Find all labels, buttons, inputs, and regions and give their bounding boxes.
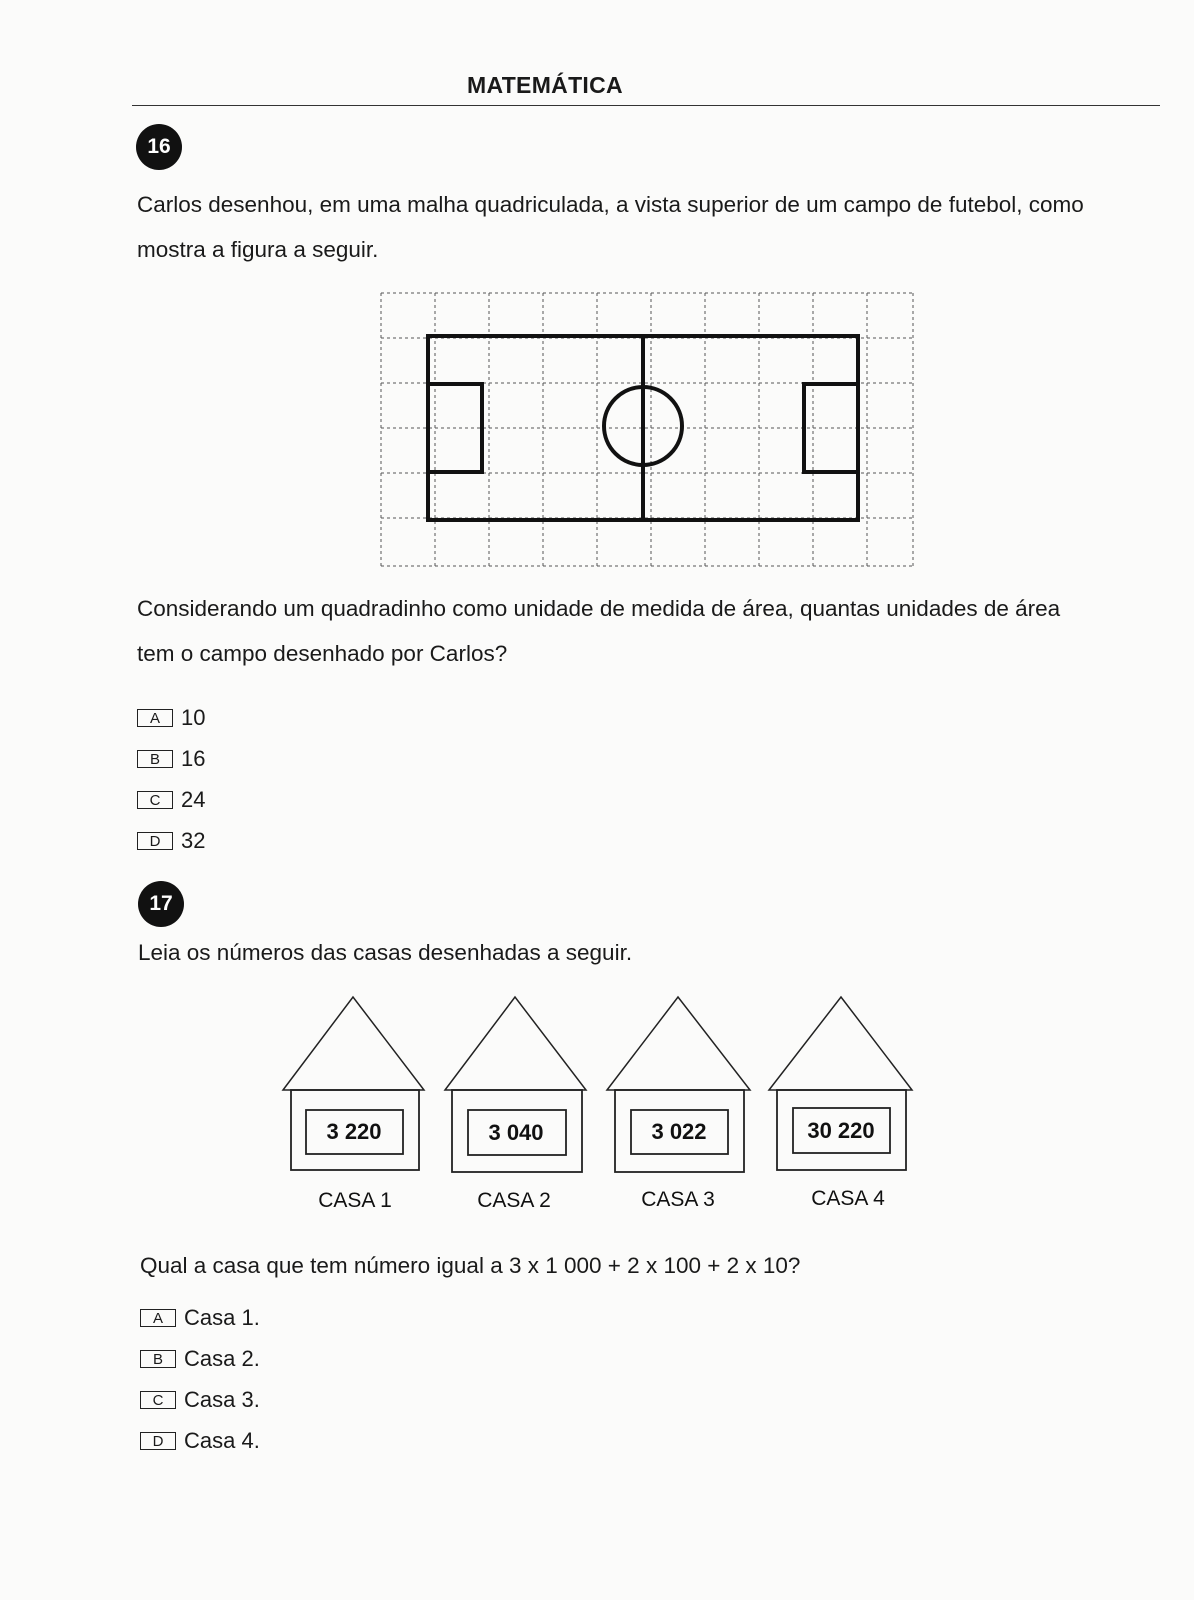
question-16-intro bbox=[137, 182, 1084, 272]
option-letter-box: A bbox=[137, 709, 173, 727]
option-letter-box: B bbox=[137, 750, 173, 768]
header-divider bbox=[132, 105, 1160, 106]
question-17-number-badge: 17 bbox=[138, 881, 184, 927]
option-text: 10 bbox=[181, 705, 206, 730]
option-text: 16 bbox=[181, 746, 206, 771]
house-label: CASA 3 bbox=[641, 1188, 715, 1211]
question-17-prompt: Qual a casa que tem número igual a 3 x 1 000 + 2 x 100 + 2 x 10? bbox=[140, 1253, 801, 1278]
house-2 bbox=[445, 997, 586, 1212]
option-letter-box: C bbox=[137, 791, 173, 809]
option-b[interactable] bbox=[137, 743, 205, 775]
question-16-prompt-line-1: Considerando um quadradinho como unidade de medida de área, quantas unidades de área bbox=[137, 596, 1061, 621]
question-17-intro: Leia os números das casas desenhadas a seguir. bbox=[138, 940, 633, 965]
house-number: 3 220 bbox=[326, 1119, 382, 1144]
option-b[interactable] bbox=[140, 1343, 260, 1375]
house-number: 30 220 bbox=[807, 1118, 875, 1143]
option-a[interactable] bbox=[137, 702, 205, 734]
option-letter-box: B bbox=[140, 1350, 176, 1368]
houses-figure bbox=[280, 992, 920, 1222]
house-roof bbox=[445, 997, 586, 1090]
house-number: 3 040 bbox=[488, 1120, 544, 1145]
question-16-intro-line-2: mostra a figura a seguir. bbox=[137, 237, 379, 262]
question-16-options bbox=[137, 702, 205, 857]
option-text: Casa 2. bbox=[184, 1346, 260, 1371]
house-roof bbox=[607, 997, 750, 1090]
question-16-prompt bbox=[137, 586, 1060, 676]
option-a[interactable] bbox=[140, 1302, 260, 1334]
option-letter-box: D bbox=[140, 1432, 176, 1450]
grid-lines bbox=[381, 293, 913, 566]
house-4 bbox=[769, 997, 912, 1210]
option-text: Casa 1. bbox=[184, 1305, 260, 1330]
question-16-intro-line-1: Carlos desenhou, em uma malha quadriculada, a vista superior de um campo de futebol, como bbox=[137, 192, 1084, 217]
question-16-prompt-line-2: tem o campo desenhado por Carlos? bbox=[137, 641, 508, 666]
option-text: Casa 4. bbox=[184, 1428, 260, 1453]
option-c[interactable] bbox=[140, 1384, 260, 1416]
house-label: CASA 1 bbox=[318, 1189, 392, 1212]
option-d[interactable] bbox=[137, 825, 205, 857]
question-16-number-badge: 16 bbox=[136, 124, 182, 170]
house-1 bbox=[283, 997, 424, 1212]
house-3 bbox=[607, 997, 750, 1211]
option-text: 24 bbox=[181, 787, 206, 812]
question-17-options bbox=[140, 1302, 260, 1457]
house-roof bbox=[769, 997, 912, 1090]
option-text: Casa 3. bbox=[184, 1387, 260, 1412]
house-label: CASA 4 bbox=[811, 1187, 885, 1210]
option-d[interactable] bbox=[140, 1425, 260, 1457]
option-c[interactable] bbox=[137, 784, 205, 816]
house-label: CASA 2 bbox=[477, 1189, 551, 1212]
soccer-field-lines bbox=[428, 336, 858, 520]
option-letter-box: A bbox=[140, 1309, 176, 1327]
soccer-field-grid-figure bbox=[378, 290, 918, 574]
option-letter-box: C bbox=[140, 1391, 176, 1409]
house-number: 3 022 bbox=[651, 1119, 707, 1144]
option-text: 32 bbox=[181, 828, 206, 853]
option-letter-box: D bbox=[137, 832, 173, 850]
house-roof bbox=[283, 997, 424, 1090]
page-title: MATEMÁTICA bbox=[467, 72, 623, 98]
